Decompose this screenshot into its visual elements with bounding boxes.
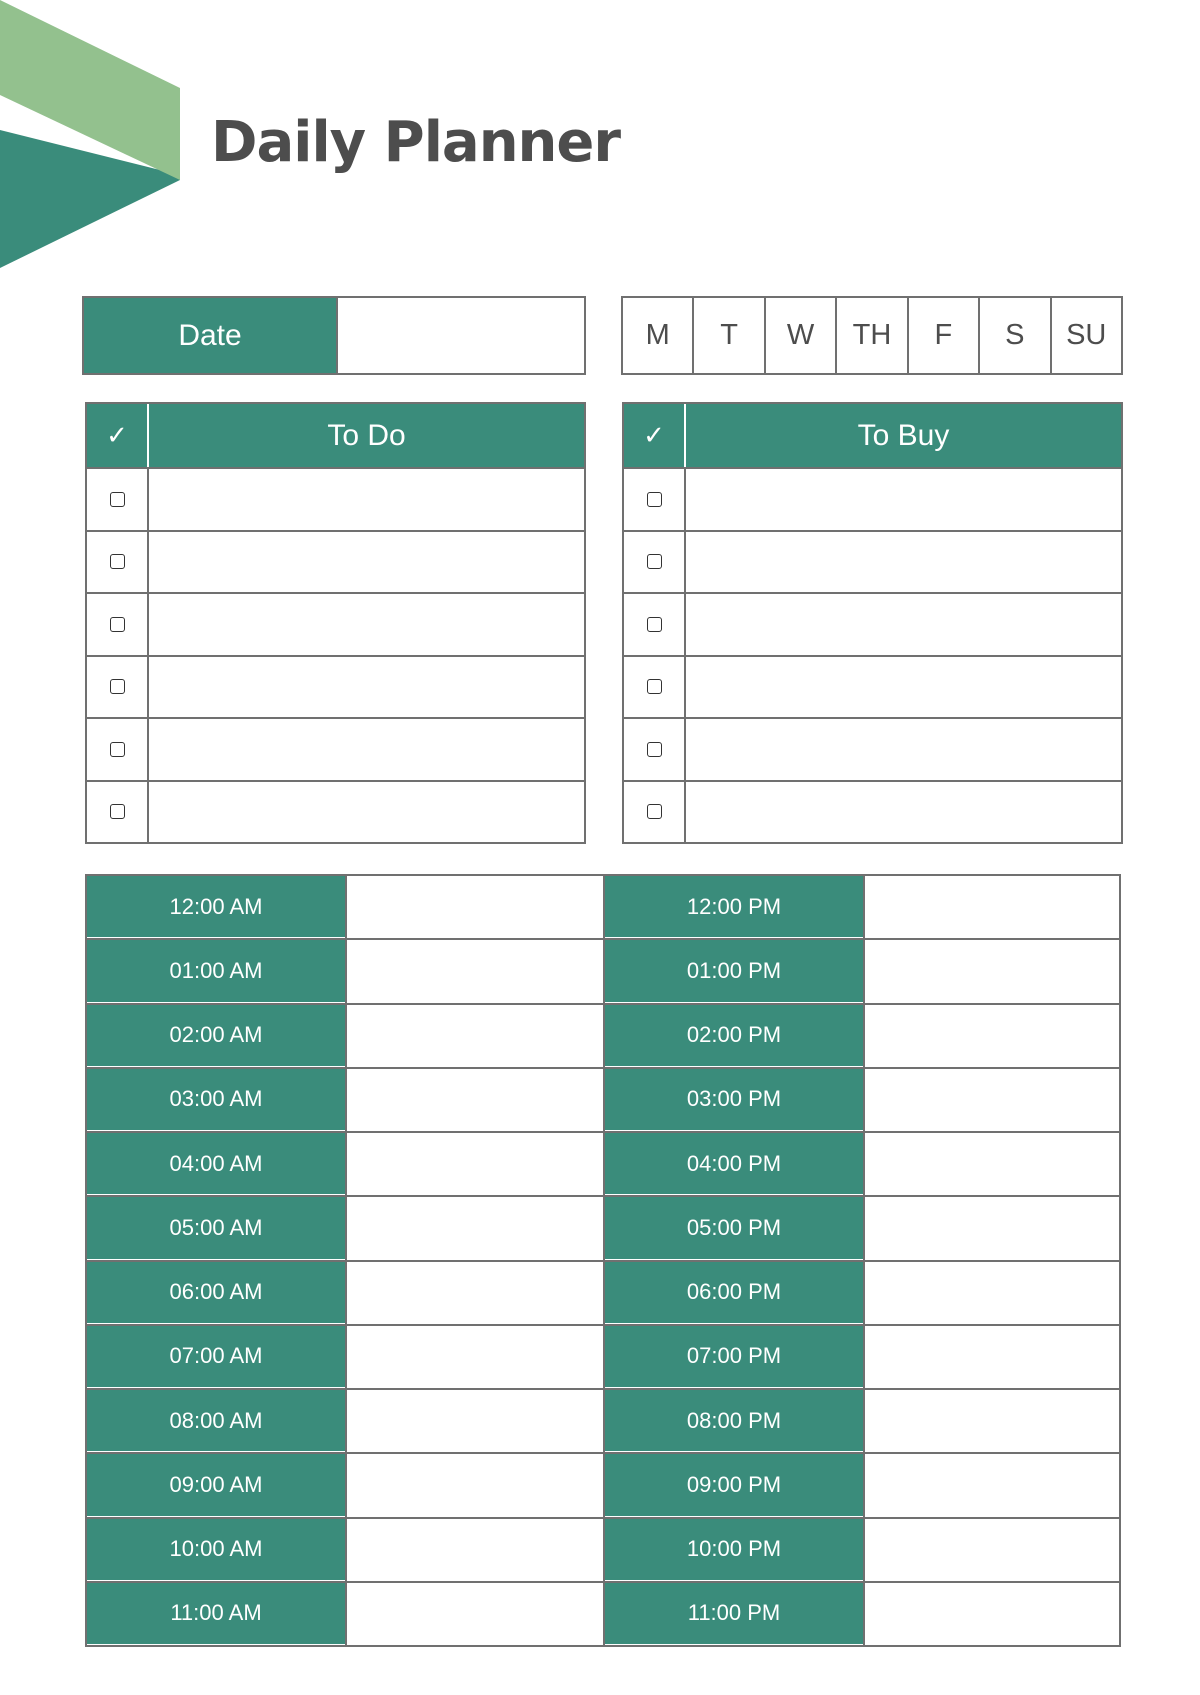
check-icon: ✓	[624, 404, 686, 467]
time-slot	[87, 1517, 603, 1581]
time-slot-entry[interactable]	[345, 1583, 603, 1645]
time-label: 05:00 PM	[605, 1197, 863, 1259]
am-column	[87, 876, 603, 1645]
page-title: Daily Planner	[211, 110, 621, 175]
time-slot	[87, 1131, 603, 1195]
todo-title: To Do	[327, 418, 406, 452]
time-slot	[605, 1581, 1119, 1645]
time-slot-entry[interactable]	[863, 1583, 1119, 1645]
time-slot-entry[interactable]	[345, 1326, 603, 1388]
day-w[interactable]: W	[764, 298, 835, 373]
time-label: 08:00 AM	[87, 1390, 345, 1452]
checkbox-cell	[87, 469, 149, 530]
to-buy-item-field[interactable]	[686, 532, 1121, 593]
to-buy-item-field[interactable]	[686, 782, 1121, 843]
checkbox-cell	[624, 594, 686, 655]
time-slot	[605, 1003, 1119, 1067]
time-slot-entry[interactable]	[345, 940, 603, 1002]
time-label: 12:00 PM	[605, 876, 863, 938]
time-slot-entry[interactable]	[863, 876, 1119, 938]
checkbox-cell	[624, 782, 686, 843]
checkbox-cell	[87, 719, 149, 780]
todo-item-field[interactable]	[149, 469, 584, 530]
time-slot-entry[interactable]	[863, 1133, 1119, 1195]
time-label: 10:00 PM	[605, 1519, 863, 1581]
time-slot-entry[interactable]	[863, 1005, 1119, 1067]
time-label: 01:00 AM	[87, 940, 345, 1002]
time-slot-entry[interactable]	[863, 940, 1119, 1002]
time-slot-entry[interactable]	[345, 1133, 603, 1195]
todo-row	[87, 592, 584, 655]
time-slot	[605, 1517, 1119, 1581]
time-slot	[87, 1003, 603, 1067]
time-label: 09:00 PM	[605, 1454, 863, 1516]
pm-column	[603, 876, 1119, 1645]
time-slot-entry[interactable]	[345, 1005, 603, 1067]
time-slot	[605, 1324, 1119, 1388]
day-f[interactable]: F	[907, 298, 978, 373]
todo-row	[87, 717, 584, 780]
checkbox-cell	[624, 532, 686, 593]
to-buy-item-field[interactable]	[686, 594, 1121, 655]
time-label: 09:00 AM	[87, 1454, 345, 1516]
corner-decoration	[0, 0, 180, 270]
time-label: 12:00 AM	[87, 876, 345, 938]
time-label: 06:00 AM	[87, 1262, 345, 1324]
to-buy-title: To Buy	[857, 418, 950, 452]
todo-item-field[interactable]	[149, 594, 584, 655]
time-slot	[605, 1131, 1119, 1195]
time-slot	[87, 876, 603, 938]
time-slot-entry[interactable]	[863, 1519, 1119, 1581]
time-slot-entry[interactable]	[863, 1326, 1119, 1388]
time-label: 08:00 PM	[605, 1390, 863, 1452]
checkbox-cell	[87, 532, 149, 593]
time-label: 02:00 AM	[87, 1005, 345, 1067]
todo-item-field[interactable]	[149, 719, 584, 780]
todo-row	[87, 780, 584, 843]
time-label: 03:00 AM	[87, 1069, 345, 1131]
to-buy-item-field[interactable]	[686, 657, 1121, 718]
todo-row	[87, 530, 584, 593]
time-slot-entry[interactable]	[345, 876, 603, 938]
to-buy-row	[624, 655, 1121, 718]
todo-item-field[interactable]	[149, 782, 584, 843]
time-slot	[87, 1067, 603, 1131]
time-slot	[605, 1452, 1119, 1516]
time-label: 10:00 AM	[87, 1519, 345, 1581]
time-slot	[87, 938, 603, 1002]
checkbox[interactable]	[110, 617, 125, 632]
to-buy-item-field[interactable]	[686, 719, 1121, 780]
time-label: 03:00 PM	[605, 1069, 863, 1131]
checkbox-cell	[624, 469, 686, 530]
to-buy-list	[622, 402, 1123, 844]
time-slot-entry[interactable]	[863, 1069, 1119, 1131]
to-buy-row	[624, 780, 1121, 843]
day-th[interactable]: TH	[835, 298, 906, 373]
day-su[interactable]: SU	[1050, 298, 1121, 373]
checkbox-cell	[624, 719, 686, 780]
time-slot	[605, 1260, 1119, 1324]
time-slot	[87, 1195, 603, 1259]
time-label: 07:00 AM	[87, 1326, 345, 1388]
to-buy-row	[624, 467, 1121, 530]
date-input[interactable]	[336, 298, 584, 373]
check-icon: ✓	[87, 404, 149, 467]
time-slot-entry[interactable]	[863, 1390, 1119, 1452]
todo-header	[87, 404, 584, 467]
time-slot	[605, 938, 1119, 1002]
date-field	[82, 296, 586, 375]
todo-row	[87, 655, 584, 718]
time-slot-entry[interactable]	[345, 1069, 603, 1131]
to-buy-row	[624, 717, 1121, 780]
checkbox[interactable]	[647, 617, 662, 632]
time-label: 04:00 PM	[605, 1133, 863, 1195]
checkbox[interactable]	[110, 804, 125, 819]
checkbox[interactable]	[647, 804, 662, 819]
todo-item-field[interactable]	[149, 657, 584, 718]
date-label: Date	[84, 298, 336, 373]
checkbox[interactable]	[110, 679, 125, 694]
time-slot-entry[interactable]	[345, 1390, 603, 1452]
to-buy-header	[624, 404, 1121, 467]
day-t[interactable]: T	[692, 298, 763, 373]
time-slot-entry[interactable]	[863, 1197, 1119, 1259]
time-slot	[605, 1388, 1119, 1452]
checkbox[interactable]	[647, 679, 662, 694]
checkbox-cell	[87, 594, 149, 655]
time-label: 06:00 PM	[605, 1262, 863, 1324]
to-buy-item-field[interactable]	[686, 469, 1121, 530]
time-label: 05:00 AM	[87, 1197, 345, 1259]
time-slot	[605, 876, 1119, 938]
time-slot-entry[interactable]	[345, 1454, 603, 1516]
to-buy-row	[624, 592, 1121, 655]
time-label: 02:00 PM	[605, 1005, 863, 1067]
time-slot-entry[interactable]	[345, 1197, 603, 1259]
time-slot	[605, 1067, 1119, 1131]
time-slot	[87, 1388, 603, 1452]
time-slot-entry[interactable]	[863, 1454, 1119, 1516]
time-label: 07:00 PM	[605, 1326, 863, 1388]
checkbox[interactable]	[647, 492, 662, 507]
checkbox-cell	[87, 782, 149, 843]
checkbox-cell	[624, 657, 686, 718]
hourly-schedule	[85, 874, 1121, 1647]
time-slot	[87, 1324, 603, 1388]
day-s[interactable]: S	[978, 298, 1049, 373]
checkbox[interactable]	[110, 554, 125, 569]
time-slot	[605, 1195, 1119, 1259]
todo-item-field[interactable]	[149, 532, 584, 593]
time-label: 04:00 AM	[87, 1133, 345, 1195]
day-m[interactable]: M	[645, 319, 670, 351]
time-label: 11:00 AM	[87, 1583, 345, 1645]
checkbox[interactable]	[647, 554, 662, 569]
time-slot	[87, 1260, 603, 1324]
to-buy-row	[624, 530, 1121, 593]
time-slot-entry[interactable]	[345, 1262, 603, 1324]
checkbox[interactable]	[110, 492, 125, 507]
time-slot-entry[interactable]	[863, 1262, 1119, 1324]
time-slot	[87, 1452, 603, 1516]
checkbox-cell	[87, 657, 149, 718]
time-slot-entry[interactable]	[345, 1519, 603, 1581]
checkbox[interactable]	[647, 742, 662, 757]
time-slot	[87, 1581, 603, 1645]
time-label: 11:00 PM	[605, 1583, 863, 1645]
time-label: 01:00 PM	[605, 940, 863, 1002]
checkbox[interactable]	[110, 742, 125, 757]
todo-list	[85, 402, 586, 844]
todo-row	[87, 467, 584, 530]
weekday-selector	[621, 296, 1123, 375]
